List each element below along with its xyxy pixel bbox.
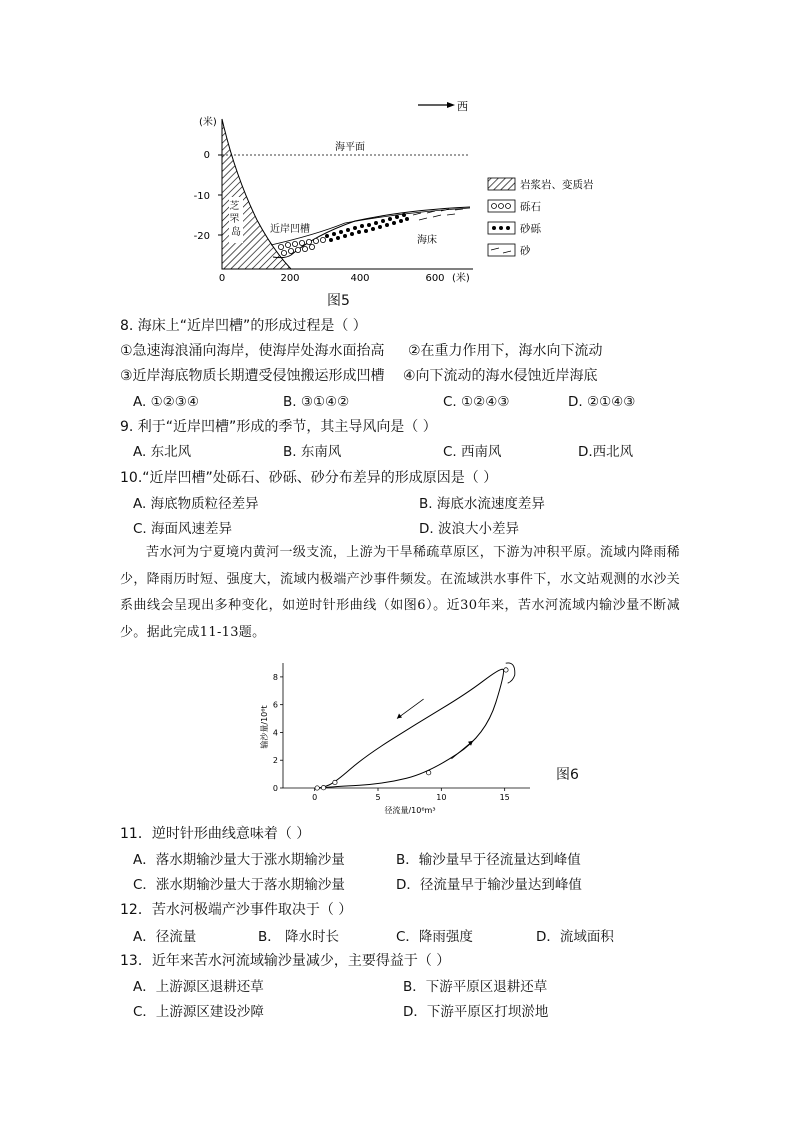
y-tick-minus20: -20 [193, 231, 210, 242]
q11-option-d[interactable]: D．径流量早于输沙量达到峰值 [396, 877, 582, 893]
y-unit-label: (米) [199, 117, 217, 128]
figure-6 [250, 655, 540, 820]
q8-item-1: ①急速海浪涌向海岸，使海岸处海水面抬高 [120, 343, 385, 359]
q8-item-2: ②在重力作用下，海水向下流动 [408, 343, 603, 359]
figure-5-diagram [185, 95, 645, 295]
figure-6-chart [250, 655, 540, 820]
x-unit-label: (米) [452, 273, 470, 284]
q11-option-c[interactable]: C．涨水期输沙量大于落水期输沙量 [133, 877, 345, 893]
q11-option-b[interactable]: B．输沙量早于径流量达到峰值 [396, 852, 581, 868]
hysteresis-curve [317, 669, 503, 788]
peak-turn [506, 663, 515, 683]
falling-arrowhead [397, 714, 402, 719]
q13-option-a[interactable]: A．上游源区退耕还草 [133, 979, 264, 995]
q8-stem: 8. 海床上“近岸凹槽”的形成过程是（ ） [120, 318, 367, 334]
passage-text: 苦水河为宁夏境内黄河一级支流，上游为干旱稀疏草原区，下游为冲积平原。流域内降雨稀少，降雨历时短、强度大，流域内极端产沙事件频发。在流域洪水事件下，水文站观测的水沙关系曲线会呈现出多种变化，如逆时针形曲线（如图6）。近30年来，苦水河流域内输沙量不断减少。据此完成11-13题。 [120, 545, 680, 640]
q13-option-b[interactable]: B．下游平原区退耕还草 [403, 979, 548, 995]
legend-igneous: 岩浆岩、变质岩 [520, 179, 594, 191]
q13-option-c[interactable]: C．上游源区建设沙障 [133, 1004, 264, 1020]
data-point [321, 786, 325, 790]
x-tick-400: 400 [350, 273, 370, 284]
data-point [315, 786, 319, 790]
q12-option-a[interactable]: A．径流量 [133, 929, 197, 945]
island-label: 芝 罘 岛 [229, 201, 241, 238]
sea-level-label: 海平面 [335, 142, 365, 153]
figure-6-ylabel: 输沙量/10⁶t [260, 705, 269, 749]
x-tick-label: 15 [499, 793, 510, 802]
x-tick-0: 0 [218, 273, 226, 284]
q9-option-c[interactable]: C. 西南风 [443, 444, 502, 460]
q10-option-b[interactable]: B. 海底水流速度差异 [419, 496, 545, 512]
q8-option-d[interactable]: D. ②①④③ [568, 394, 636, 410]
q10-option-a[interactable]: A. 海底物质粒径差异 [133, 496, 259, 512]
data-point [504, 668, 508, 672]
trough-label: 近岸凹槽 [270, 224, 310, 235]
q12-stem: 12．苦水河极端产沙事件取决于（ ） [120, 902, 353, 918]
figure-6-caption: 图6 [556, 767, 579, 783]
q10-stem: 10.“近岸凹槽”处砾石、砂砾、砂分布差异的形成原因是（ ） [120, 470, 498, 486]
legend-sand-gravel: 砂砾 [520, 223, 541, 235]
seabed-label: 海床 [417, 235, 437, 246]
q8-item-3: ③近岸海底物质长期遭受侵蚀搬运形成凹槽 [120, 368, 385, 384]
q9-option-a[interactable]: A. 东北风 [133, 444, 192, 460]
data-point [333, 780, 337, 784]
y-tick-label: 8 [272, 672, 278, 682]
q9-option-b[interactable]: B. 东南风 [283, 444, 342, 460]
q13-stem: 13．近年来苦水河流域输沙量减少，主要得益于（ ） [120, 953, 451, 969]
x-tick-label: 0 [312, 793, 318, 802]
data-point [426, 771, 430, 775]
direction-label: 西 [457, 100, 468, 113]
figure-5-caption: 图5 [327, 293, 350, 309]
y-tick-label: 0 [272, 784, 278, 793]
y-tick-label: 6 [272, 700, 278, 710]
x-tick-label: 10 [436, 793, 447, 802]
x-tick-200: 200 [280, 273, 300, 284]
legend-sand: 砂 [520, 245, 531, 257]
legend-gravel: 砾石 [520, 201, 541, 213]
q9-stem: 9. 利于“近岸凹槽”形成的季节，其主导风向是（ ） [120, 419, 437, 435]
legend [488, 178, 594, 257]
x-tick-label: 5 [375, 793, 381, 802]
q12-option-c[interactable]: C．降雨强度 [396, 929, 473, 945]
q8-option-c[interactable]: C. ①②④③ [443, 394, 510, 410]
q9-option-d[interactable]: D.西北风 [578, 444, 634, 460]
q11-option-a[interactable]: A．落水期输沙量大于涨水期输沙量 [133, 852, 345, 868]
falling-arrow [397, 699, 424, 718]
q8-option-a[interactable]: A. ①②③④ [133, 394, 199, 410]
y-tick-minus10: -10 [193, 191, 210, 202]
q10-option-c[interactable]: C. 海面风速差异 [133, 521, 233, 537]
x-tick-600: 600 [425, 273, 445, 284]
y-tick-label: 2 [272, 756, 278, 766]
y-tick-label: 4 [272, 728, 278, 738]
q8-item-4: ④向下流动的海水侵蚀近岸海底 [403, 368, 598, 384]
q8-option-b[interactable]: B. ③①④② [283, 394, 350, 410]
q11-stem: 11．逆时针形曲线意味着（ ） [120, 826, 311, 842]
y-tick-0: 0 [203, 150, 210, 161]
figure-6-xlabel: 径流量/10⁶m³ [384, 806, 436, 815]
figure-5 [185, 95, 645, 295]
q12-option-d[interactable]: D．流域面积 [536, 929, 614, 945]
q13-option-d[interactable]: D．下游平原区打坝淤地 [403, 1004, 549, 1020]
q10-option-d[interactable]: D. 波浪大小差异 [419, 521, 519, 537]
q12-option-b[interactable]: B． 降水时长 [258, 929, 340, 945]
